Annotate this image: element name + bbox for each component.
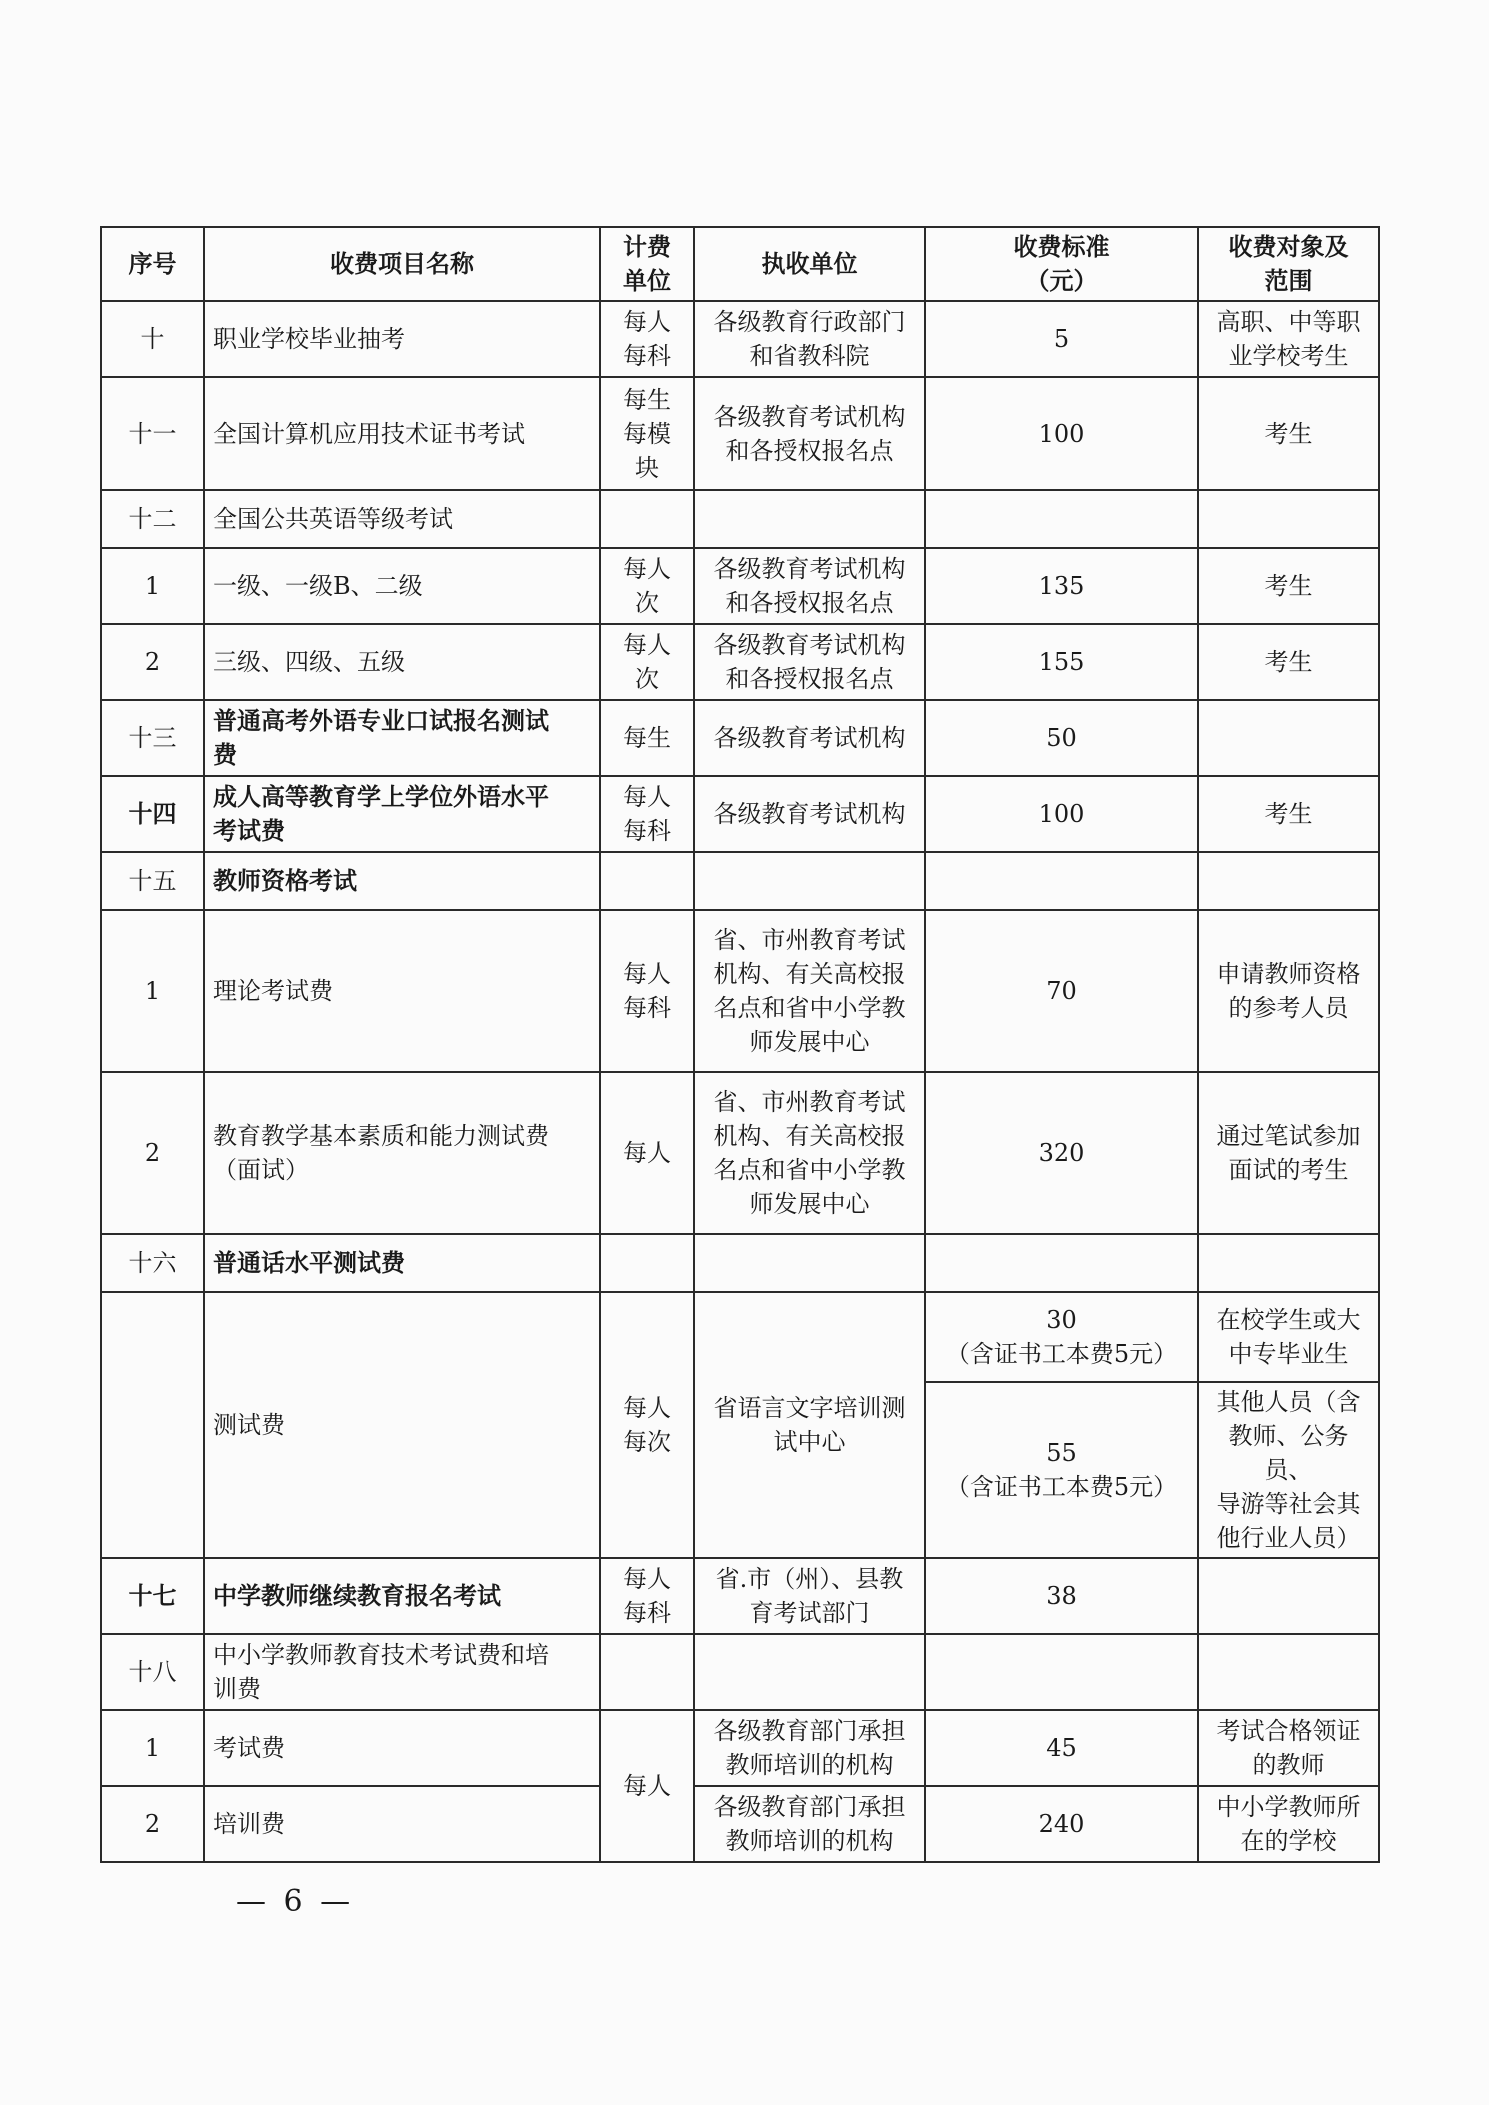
row-standard: 38 bbox=[925, 1558, 1198, 1634]
row-agency: 省、市州教育考试 机构、有关高校报 名点和省中小学教 师发展中心 bbox=[694, 910, 925, 1072]
row-name: 教育教学基本素质和能力测试费 （面试） bbox=[204, 1072, 600, 1234]
row-name: 职业学校毕业抽考 bbox=[204, 301, 600, 377]
row-standard: 30 （含证书工本费5元） bbox=[925, 1292, 1198, 1382]
row-agency: 省、市州教育考试 机构、有关高校报 名点和省中小学教 师发展中心 bbox=[694, 1072, 925, 1234]
row-agency: 各级教育部门承担 教师培训的机构 bbox=[694, 1786, 925, 1862]
row-agency: 各级教育考试机构 和各授权报名点 bbox=[694, 548, 925, 624]
row-seq: 1 bbox=[101, 910, 204, 1072]
row-seq bbox=[101, 1292, 204, 1558]
row-unit: 每人 每次 bbox=[600, 1292, 694, 1558]
row-agency: 各级教育考试机构 bbox=[694, 700, 925, 776]
row-unit: 每人 每科 bbox=[600, 1558, 694, 1634]
row-unit: 每人 每科 bbox=[600, 301, 694, 377]
table-header-row bbox=[101, 227, 1379, 301]
table-row bbox=[101, 700, 1379, 776]
row-standard: 100 bbox=[925, 776, 1198, 852]
row-target: 其他人员（含 教师、公务员、 导游等社会其 他行业人员） bbox=[1198, 1382, 1379, 1558]
row-seq: 1 bbox=[101, 1710, 204, 1786]
row-name: 三级、四级、五级 bbox=[204, 624, 600, 700]
row-seq: 十二 bbox=[101, 490, 204, 548]
row-standard: 135 bbox=[925, 548, 1198, 624]
row-seq: 十 bbox=[101, 301, 204, 377]
row-standard: 45 bbox=[925, 1710, 1198, 1786]
row-seq: 十五 bbox=[101, 852, 204, 910]
row-standard: 55 （含证书工本费5元） bbox=[925, 1382, 1198, 1558]
table-row bbox=[101, 910, 1379, 1072]
table-section-row bbox=[101, 1634, 1379, 1710]
row-standard: 5 bbox=[925, 301, 1198, 377]
row-unit: 每人 每科 bbox=[600, 910, 694, 1072]
row-agency: 各级教育考试机构 和各授权报名点 bbox=[694, 377, 925, 490]
table-section-row bbox=[101, 1234, 1379, 1292]
row-standard: 155 bbox=[925, 624, 1198, 700]
row-agency: 省语言文字培训测 试中心 bbox=[694, 1292, 925, 1558]
row-seq: 2 bbox=[101, 1072, 204, 1234]
row-name: 全国公共英语等级考试 bbox=[204, 490, 600, 548]
table-row bbox=[101, 301, 1379, 377]
fee-schedule-table bbox=[100, 226, 1380, 1863]
row-target: 考生 bbox=[1198, 776, 1379, 852]
header-name: 收费项目名称 bbox=[204, 227, 600, 301]
row-target: 高职、中等职 业学校考生 bbox=[1198, 301, 1379, 377]
row-name: 教师资格考试 bbox=[204, 852, 600, 910]
table-row bbox=[101, 548, 1379, 624]
row-name: 成人高等教育学上学位外语水平 考试费 bbox=[204, 776, 600, 852]
row-name: 全国计算机应用技术证书考试 bbox=[204, 377, 600, 490]
table-row bbox=[101, 1558, 1379, 1634]
table-row bbox=[101, 1786, 1379, 1862]
header-unit: 计费 单位 bbox=[600, 227, 694, 301]
row-unit: 每生 bbox=[600, 700, 694, 776]
row-name: 普通话水平测试费 bbox=[204, 1234, 600, 1292]
row-unit: 每人 每科 bbox=[600, 776, 694, 852]
row-target: 考试合格领证 的教师 bbox=[1198, 1710, 1379, 1786]
row-name: 一级、一级B、二级 bbox=[204, 548, 600, 624]
table-row bbox=[101, 624, 1379, 700]
table-section-row bbox=[101, 852, 1379, 910]
header-agency: 执收单位 bbox=[694, 227, 925, 301]
row-unit: 每人 bbox=[600, 1710, 694, 1862]
row-name: 理论考试费 bbox=[204, 910, 600, 1072]
row-target: 中小学教师所 在的学校 bbox=[1198, 1786, 1379, 1862]
page-number: — 6 — bbox=[236, 1884, 355, 1919]
row-target: 在校学生或大 中专毕业生 bbox=[1198, 1292, 1379, 1382]
row-standard: 320 bbox=[925, 1072, 1198, 1234]
row-target: 申请教师资格 的参考人员 bbox=[1198, 910, 1379, 1072]
row-name: 中学教师继续教育报名考试 bbox=[204, 1558, 600, 1634]
row-target bbox=[1198, 700, 1379, 776]
row-standard: 70 bbox=[925, 910, 1198, 1072]
table-row bbox=[101, 1710, 1379, 1786]
row-target bbox=[1198, 1558, 1379, 1634]
row-standard: 100 bbox=[925, 377, 1198, 490]
table-row bbox=[101, 1072, 1379, 1234]
row-target: 考生 bbox=[1198, 624, 1379, 700]
table-section-row bbox=[101, 490, 1379, 548]
header-standard: 收费标准 （元） bbox=[925, 227, 1198, 301]
row-agency: 各级教育部门承担 教师培训的机构 bbox=[694, 1710, 925, 1786]
row-unit: 每人 bbox=[600, 1072, 694, 1234]
row-seq: 2 bbox=[101, 624, 204, 700]
row-seq: 1 bbox=[101, 548, 204, 624]
table-row bbox=[101, 776, 1379, 852]
row-agency: 各级教育考试机构 bbox=[694, 776, 925, 852]
row-name: 考试费 bbox=[204, 1710, 600, 1786]
row-seq: 2 bbox=[101, 1786, 204, 1862]
row-name: 培训费 bbox=[204, 1786, 600, 1862]
table-row bbox=[101, 377, 1379, 490]
row-target: 考生 bbox=[1198, 377, 1379, 490]
row-seq: 十七 bbox=[101, 1558, 204, 1634]
row-agency: 各级教育考试机构 和各授权报名点 bbox=[694, 624, 925, 700]
table-row bbox=[101, 1292, 1379, 1382]
row-standard: 240 bbox=[925, 1786, 1198, 1862]
row-seq: 十四 bbox=[101, 776, 204, 852]
row-name: 中小学教师教育技术考试费和培 训费 bbox=[204, 1634, 600, 1710]
row-name: 普通高考外语专业口试报名测试 费 bbox=[204, 700, 600, 776]
row-seq: 十三 bbox=[101, 700, 204, 776]
row-unit: 每人 次 bbox=[600, 624, 694, 700]
row-name: 测试费 bbox=[204, 1292, 600, 1558]
row-seq: 十八 bbox=[101, 1634, 204, 1710]
row-unit: 每生 每模 块 bbox=[600, 377, 694, 490]
header-target: 收费对象及 范围 bbox=[1198, 227, 1379, 301]
row-agency: 各级教育行政部门 和省教科院 bbox=[694, 301, 925, 377]
row-target: 考生 bbox=[1198, 548, 1379, 624]
row-agency: 省.市（州）、县教 育考试部门 bbox=[694, 1558, 925, 1634]
row-seq: 十六 bbox=[101, 1234, 204, 1292]
row-unit: 每人 次 bbox=[600, 548, 694, 624]
row-target: 通过笔试参加 面试的考生 bbox=[1198, 1072, 1379, 1234]
row-seq: 十一 bbox=[101, 377, 204, 490]
header-seq: 序号 bbox=[101, 227, 204, 301]
row-standard: 50 bbox=[925, 700, 1198, 776]
